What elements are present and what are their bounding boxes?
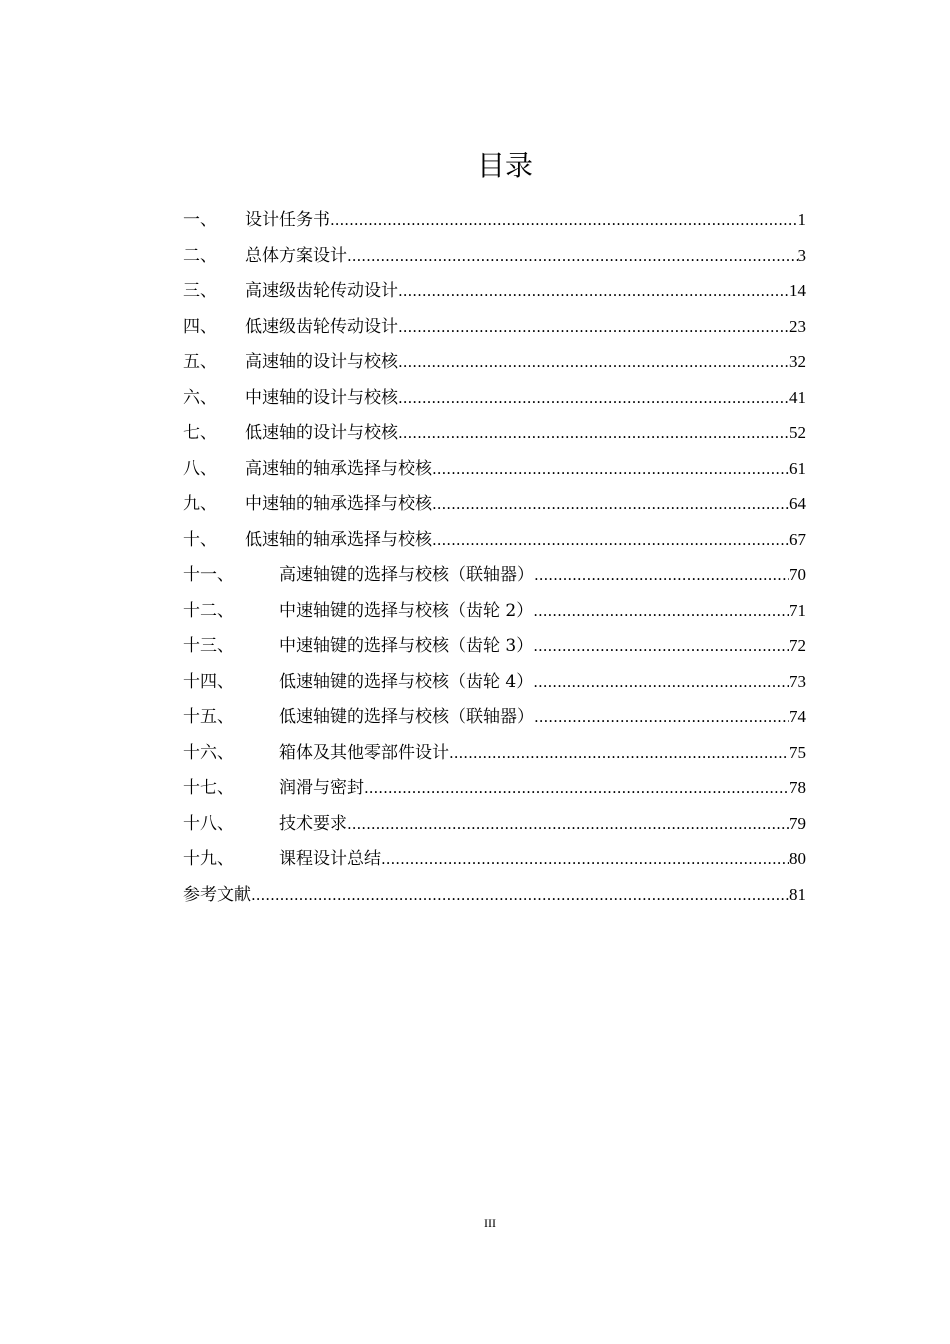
toc-entry-title: 高速轴的设计与校核 xyxy=(245,352,398,372)
toc-entry-title: 技术要求 xyxy=(279,813,347,834)
toc-entry-title: 箱体及其他零部件设计 xyxy=(279,742,449,763)
toc-entry-number: 十九、 xyxy=(183,849,234,869)
toc-entry[interactable] xyxy=(183,593,806,629)
toc-entry-page: 52 xyxy=(789,423,806,442)
toc-dot-leader xyxy=(432,452,789,488)
toc-entry[interactable] xyxy=(183,380,806,416)
toc-entry-number: 一、 xyxy=(183,210,217,230)
toc-entry[interactable] xyxy=(183,806,806,842)
toc-entry-number: 七、 xyxy=(183,423,217,443)
toc-entry-page: 1 xyxy=(797,210,806,229)
toc-entry-title: 低速轴键的选择与校核（齿轮 4） xyxy=(279,671,534,692)
toc-entry[interactable] xyxy=(183,699,806,735)
toc-entry[interactable] xyxy=(183,770,806,806)
toc-entry[interactable] xyxy=(183,486,806,522)
toc-dot-leader xyxy=(533,665,789,701)
toc-entry-title: 低速级齿轮传动设计 xyxy=(245,316,398,337)
toc-entry-number: 十八、 xyxy=(183,813,234,834)
toc-dot-leader xyxy=(533,629,789,665)
toc-entry-page: 81 xyxy=(789,884,806,904)
toc-entry-title: 高速级齿轮传动设计 xyxy=(245,281,398,301)
toc-entry-number: 十五、 xyxy=(183,707,234,727)
toc-entry[interactable] xyxy=(183,451,806,487)
toc-entry[interactable] xyxy=(183,415,806,451)
toc-dot-leader xyxy=(330,203,798,239)
toc-dot-leader xyxy=(398,381,789,417)
toc-entry-page: 73 xyxy=(789,671,806,691)
toc-entry[interactable] xyxy=(183,628,806,664)
toc-entry-page: 41 xyxy=(789,387,806,407)
toc-entry-number: 十一、 xyxy=(183,565,234,585)
toc-entry-number: 五、 xyxy=(183,352,217,372)
toc-entry-page: 71 xyxy=(789,600,806,620)
toc-entry-number: 十七、 xyxy=(183,778,234,798)
toc-entry-page: 3 xyxy=(797,245,806,265)
toc-entry-title: 高速轴的轴承选择与校核 xyxy=(245,458,432,479)
toc-entry-title: 低速轴的设计与校核 xyxy=(245,423,398,443)
toc-dot-leader xyxy=(449,736,789,772)
toc-dot-leader xyxy=(347,807,789,843)
toc-entry-number: 二、 xyxy=(183,245,217,266)
toc-entry-number: 四、 xyxy=(183,316,217,337)
toc-entry-number: 六、 xyxy=(183,387,217,408)
toc-entry-number: 十四、 xyxy=(183,671,234,692)
toc-entry-title: 中速轴的设计与校核 xyxy=(245,387,398,408)
toc-entry-page: 74 xyxy=(789,707,806,726)
toc-entry[interactable] xyxy=(183,202,806,238)
toc-entry-number: 九、 xyxy=(183,494,217,514)
toc-entry[interactable] xyxy=(183,522,806,558)
toc-dot-leader xyxy=(398,310,789,346)
toc-entry-page: 64 xyxy=(789,494,806,513)
toc-dot-leader xyxy=(381,842,789,878)
toc-dot-leader xyxy=(534,558,789,594)
toc-dot-leader xyxy=(398,345,789,381)
toc-entry-title: 总体方案设计 xyxy=(245,245,347,266)
toc-entry-number: 十二、 xyxy=(183,600,234,621)
toc-entry-number: 三、 xyxy=(183,281,217,301)
toc-dot-leader xyxy=(347,239,798,275)
toc-entry-title: 中速轴键的选择与校核（齿轮 2） xyxy=(279,600,534,621)
toc-entry[interactable] xyxy=(183,273,806,309)
toc-entry[interactable] xyxy=(183,309,806,345)
toc-title: 目录 xyxy=(476,149,533,182)
toc-list xyxy=(183,202,806,912)
toc-entry-number: 十、 xyxy=(183,529,217,550)
toc-entry-number: 十六、 xyxy=(183,742,234,763)
toc-entry-page: 80 xyxy=(789,849,806,868)
toc-entry-page: 67 xyxy=(789,529,806,549)
toc-entry[interactable] xyxy=(183,557,806,593)
toc-dot-leader xyxy=(534,700,789,736)
toc-entry-number: 八、 xyxy=(183,458,217,479)
toc-entry-title: 低速轴键的选择与校核（联轴器） xyxy=(279,707,534,727)
toc-entry-page: 61 xyxy=(789,458,806,478)
toc-entry-page: 72 xyxy=(789,636,806,655)
toc-entry[interactable] xyxy=(183,877,806,913)
toc-entry-number: 十三、 xyxy=(183,636,234,656)
toc-entry[interactable] xyxy=(183,344,806,380)
toc-dot-leader xyxy=(364,771,789,807)
toc-dot-leader xyxy=(398,416,789,452)
toc-dot-leader xyxy=(432,523,789,559)
toc-entry-page: 23 xyxy=(789,316,806,336)
toc-entry-page: 14 xyxy=(789,281,806,300)
toc-entry-title: 高速轴键的选择与校核（联轴器） xyxy=(279,565,534,585)
toc-entry[interactable] xyxy=(183,664,806,700)
toc-entry[interactable] xyxy=(183,238,806,274)
toc-entry-page: 79 xyxy=(789,813,806,833)
toc-entry-page: 32 xyxy=(789,352,806,371)
toc-entry-title: 低速轴的轴承选择与校核 xyxy=(245,529,432,550)
toc-entry-title: 润滑与密封 xyxy=(279,778,364,798)
toc-entry-title: 课程设计总结 xyxy=(279,849,381,869)
toc-entry-title: 设计任务书 xyxy=(245,210,330,230)
toc-dot-leader xyxy=(533,594,789,630)
toc-entry-page: 75 xyxy=(789,742,806,762)
toc-dot-leader xyxy=(432,487,789,523)
toc-entry-title: 中速轴的轴承选择与校核 xyxy=(245,494,432,514)
page-number-footer: III xyxy=(484,1216,496,1230)
toc-entry[interactable] xyxy=(183,841,806,877)
toc-entry-page: 78 xyxy=(789,778,806,797)
toc-dot-leader xyxy=(398,274,789,310)
toc-entry-title: 参考文献 xyxy=(183,884,251,905)
toc-entry-title: 中速轴键的选择与校核（齿轮 3） xyxy=(279,636,534,656)
toc-entry[interactable] xyxy=(183,735,806,771)
toc-entry-page: 70 xyxy=(789,565,806,584)
toc-dot-leader xyxy=(251,878,789,914)
